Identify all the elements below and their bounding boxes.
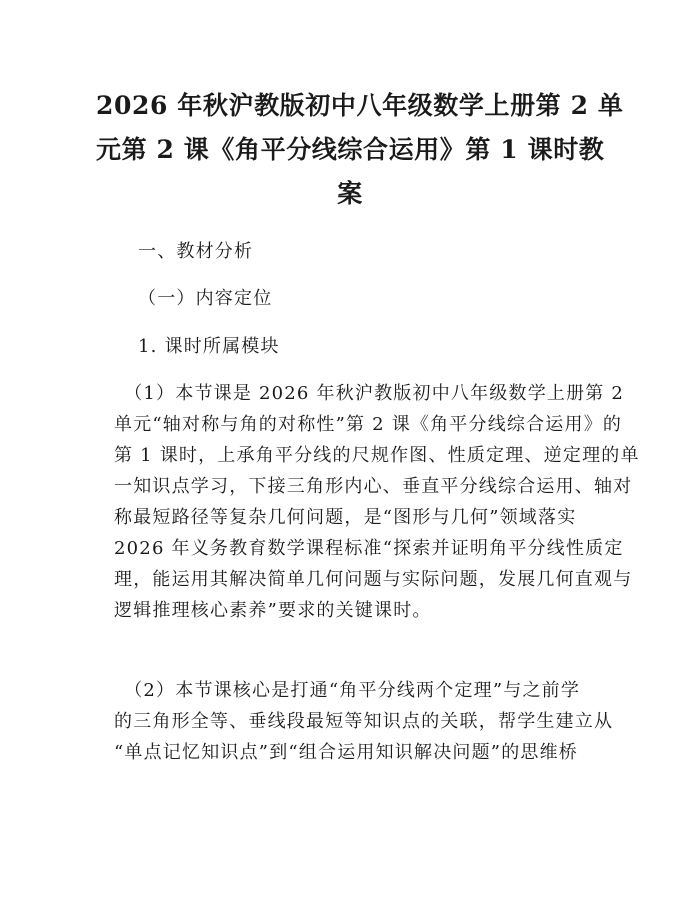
- paragraph-line: 第 1 课时，上承角平分线的尺规作图、性质定理、逆定理的单: [114, 445, 640, 466]
- document-title: [96, 84, 624, 216]
- title-line: 案: [337, 179, 363, 208]
- paragraph-line: （2）本节课核心是打通“角平分线两个定理”与之前学: [114, 680, 581, 701]
- paragraph-line: 2026 年义务教育数学课程标准“探索并证明角平分线性质定: [114, 538, 624, 559]
- paragraph-line: （1）本节课是 2026 年秋沪教版初中八年级数学上册第 2: [114, 383, 625, 404]
- paragraph-line: 单元“轴对称与角的对称性”第 2 课《角平分线综合运用》的: [114, 414, 623, 435]
- title-line: 2026 年秋沪教版初中八年级数学上册第 2 单: [96, 91, 624, 120]
- paragraph-line: “单点记忆知识点”到“组合运用知识解决问题”的思维桥: [114, 742, 579, 763]
- paragraph-line: 逻辑推理核心素养”要求的关键课时。: [114, 600, 432, 621]
- paragraph-1: [114, 378, 640, 626]
- paragraph-line: 理，能运用其解决简单几何问题与实际问题，发展几何直观与: [114, 569, 633, 590]
- section-heading-teaching-analysis: 一、教材分析: [138, 241, 254, 262]
- paragraph-2: [114, 675, 614, 768]
- paragraph-line: 一知识点学习，下接三角形内心、垂直平分线综合运用、轴对: [114, 476, 633, 497]
- paragraph-line: 称最短路径等复杂几何问题，是“图形与几何”领域落实: [114, 507, 577, 528]
- title-line: 元第 2 课《角平分线综合运用》第 1 课时教: [96, 135, 605, 164]
- item-heading-lesson-module: 1. 课时所属模块: [138, 336, 280, 357]
- paragraph-line: 的三角形全等、垂线段最短等知识点的关联，帮学生建立从: [114, 711, 614, 732]
- subsection-heading-content-positioning: （一）内容定位: [138, 288, 273, 309]
